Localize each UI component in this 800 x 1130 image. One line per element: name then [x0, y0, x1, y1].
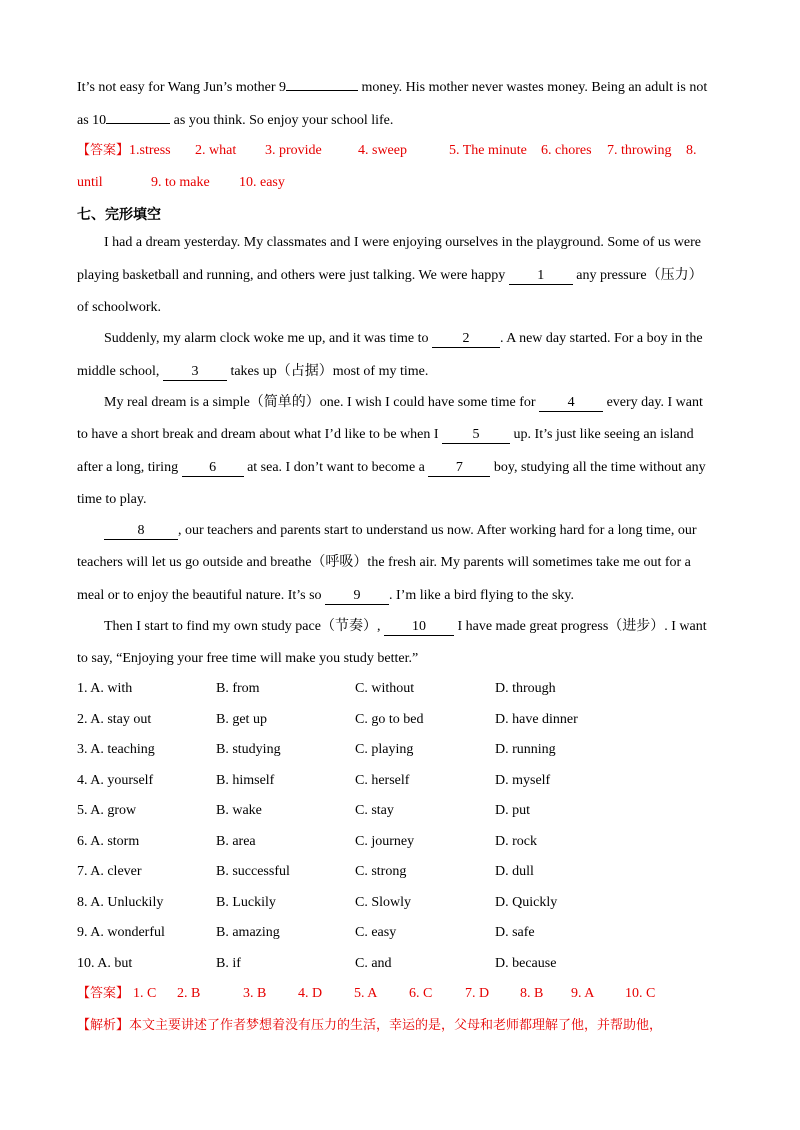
analysis-tag: 【解析】 — [77, 1018, 130, 1033]
passage-line: of schoolwork. — [77, 300, 161, 315]
option-item: C. journey — [355, 834, 415, 849]
option-item: D. myself — [495, 773, 551, 788]
text-segment: boy, studying all the time without any — [490, 460, 706, 475]
option-item: 9. A. wonderful — [77, 925, 165, 940]
option-item: C. go to bed — [355, 712, 424, 727]
text-segment: middle school, — [77, 364, 163, 379]
option-item: D. have dinner — [495, 712, 578, 727]
answer-item: 4. sweep — [358, 143, 407, 158]
answer-line — [77, 984, 129, 1004]
answer-item: 4. D — [298, 986, 323, 1001]
answer-item: 2. B — [177, 986, 201, 1001]
option-item: 6. A. storm — [77, 834, 140, 849]
text-segment: as you think. So enjoy your school life. — [170, 113, 394, 128]
option-item: B. successful — [216, 864, 290, 879]
text-segment: . A new day started. For a boy in the — [500, 331, 703, 346]
answer-item: 1.stress — [129, 143, 171, 158]
text-segment: as 10 — [77, 113, 107, 128]
text-segment: meal or to enjoy the beautiful nature. It’s so — [77, 588, 326, 603]
text-segment: to have a short break and dream about what I’d like to be when I — [77, 427, 443, 442]
analysis-text: 本文主要讲述了作者梦想着没有压力的生活，幸运的是，父母和老师都理解了他，并帮助他， — [129, 1018, 663, 1033]
option-item: B. amazing — [216, 925, 280, 940]
passage-line — [104, 617, 707, 637]
answer-item: 9. A — [571, 986, 595, 1001]
section-title: 七、完形填空 — [77, 207, 161, 223]
option-item: 10. A. but — [77, 956, 133, 971]
answer-item: 7. D — [465, 986, 490, 1001]
option-item: 8. A. Unluckily — [77, 895, 164, 910]
option-item: C. strong — [355, 864, 407, 879]
answer-item: 6. chores — [541, 143, 592, 158]
text-segment: money. His mother never wastes money. Being an adult is not — [357, 80, 708, 95]
passage-line — [77, 362, 428, 382]
answer-item: 6. C — [409, 986, 433, 1001]
option-item: 4. A. yourself — [77, 773, 154, 788]
text-segment: up. It’s just like seeing an island — [510, 427, 694, 442]
answer-tag: 【答案】 — [77, 143, 130, 158]
answer-item: until — [77, 175, 103, 190]
answer-item: 10. C — [625, 986, 656, 1001]
answer-line — [77, 141, 171, 161]
text-segment: any pressure（压力） — [572, 268, 703, 283]
analysis-line — [77, 1016, 662, 1036]
text-segment: My real dream is a simple（简单的）one. I wish I could have some time for — [104, 395, 540, 410]
answer-item: 1. C — [133, 986, 157, 1001]
option-item: B. studying — [216, 742, 281, 757]
passage-line: time to play. — [77, 492, 147, 507]
answer-tag: 【答案】 — [77, 986, 130, 1001]
option-item: D. rock — [495, 834, 537, 849]
answer-item: 8. — [686, 143, 697, 158]
text-segment: It’s not easy for Wang Jun’s mother 9 — [77, 80, 286, 95]
option-item: C. stay — [355, 803, 394, 818]
answer-item: 5. A — [354, 986, 378, 1001]
passage-line — [77, 425, 694, 445]
option-item: C. herself — [355, 773, 410, 788]
answer-item: 3. B — [243, 986, 267, 1001]
option-item: 7. A. clever — [77, 864, 142, 879]
option-item: D. put — [495, 803, 530, 818]
blank-1: 1 — [509, 268, 573, 285]
text-segment: at sea. I don’t want to become a — [243, 460, 429, 475]
option-item: 2. A. stay out — [77, 712, 152, 727]
blank-3: 3 — [163, 364, 227, 381]
passage-line: I had a dream yesterday. My classmates and I were enjoying ourselves in the playground. Some of us were — [104, 235, 702, 250]
text-segment: takes up（占据）most of my time. — [226, 364, 429, 379]
passage-line — [104, 521, 697, 541]
answer-item: 10. easy — [239, 175, 285, 190]
option-item: C. Slowly — [355, 895, 412, 910]
option-item: B. wake — [216, 803, 262, 818]
blank-7: 7 — [428, 460, 490, 477]
blank-10 — [106, 123, 170, 124]
answer-item: 8. B — [520, 986, 544, 1001]
text-segment: I have made great progress（进步）. I want — [453, 619, 707, 634]
option-item: B. area — [216, 834, 256, 849]
answer-item: 3. provide — [265, 143, 322, 158]
text-line — [77, 111, 393, 131]
answer-item: 7. throwing — [607, 143, 672, 158]
blank-8: 8 — [104, 523, 178, 540]
passage-line — [104, 329, 703, 349]
option-item: B. Luckily — [216, 895, 276, 910]
passage-line — [77, 458, 706, 478]
option-item: C. and — [355, 956, 392, 971]
text-segment: Then I start to find my own study pace（节奏）, — [104, 619, 384, 634]
text-segment: . I’m like a bird flying to the sky. — [389, 588, 574, 603]
passage-line — [77, 266, 703, 286]
option-item: 3. A. teaching — [77, 742, 155, 757]
option-item: D. dull — [495, 864, 534, 879]
option-item: C. playing — [355, 742, 414, 757]
blank-6: 6 — [182, 460, 244, 477]
option-item: C. easy — [355, 925, 397, 940]
passage-line: teachers will let us go outside and breathe（呼吸）the fresh air. My parents will sometimes take me out for a — [77, 555, 691, 570]
text-segment: Suddenly, my alarm clock woke me up, and it was time to — [104, 331, 433, 346]
text-segment: every day. I want — [603, 395, 703, 410]
blank-4: 4 — [539, 395, 603, 412]
text-segment: after a long, tiring — [77, 460, 182, 475]
option-item: C. without — [355, 681, 415, 696]
passage-line — [104, 393, 703, 413]
option-item: 1. A. with — [77, 681, 133, 696]
option-item: D. Quickly — [495, 895, 558, 910]
text-segment: playing basketball and running, and others were just talking. We were happy — [77, 268, 509, 283]
passage-line — [77, 586, 574, 606]
option-item: D. through — [495, 681, 556, 696]
option-item: 5. A. grow — [77, 803, 137, 818]
answer-item: 9. to make — [151, 175, 210, 190]
option-item: D. running — [495, 742, 556, 757]
option-item: B. from — [216, 681, 260, 696]
answer-item: 5. The minute — [449, 143, 527, 158]
blank-5: 5 — [442, 427, 510, 444]
option-item: B. himself — [216, 773, 275, 788]
passage-line: to say, “Enjoying your free time will make you study better.” — [77, 651, 419, 666]
blank-9 — [286, 90, 358, 91]
blank-9b: 9 — [325, 588, 389, 605]
text-segment: , our teachers and parents start to understand us now. After working hard for a long time, our — [178, 523, 697, 538]
option-item: B. get up — [216, 712, 267, 727]
option-item: D. safe — [495, 925, 535, 940]
blank-2: 2 — [432, 331, 500, 348]
blank-10b: 10 — [384, 619, 454, 636]
option-item: B. if — [216, 956, 241, 971]
answer-item: 2. what — [195, 143, 237, 158]
text-line — [77, 78, 707, 98]
option-item: D. because — [495, 956, 557, 971]
